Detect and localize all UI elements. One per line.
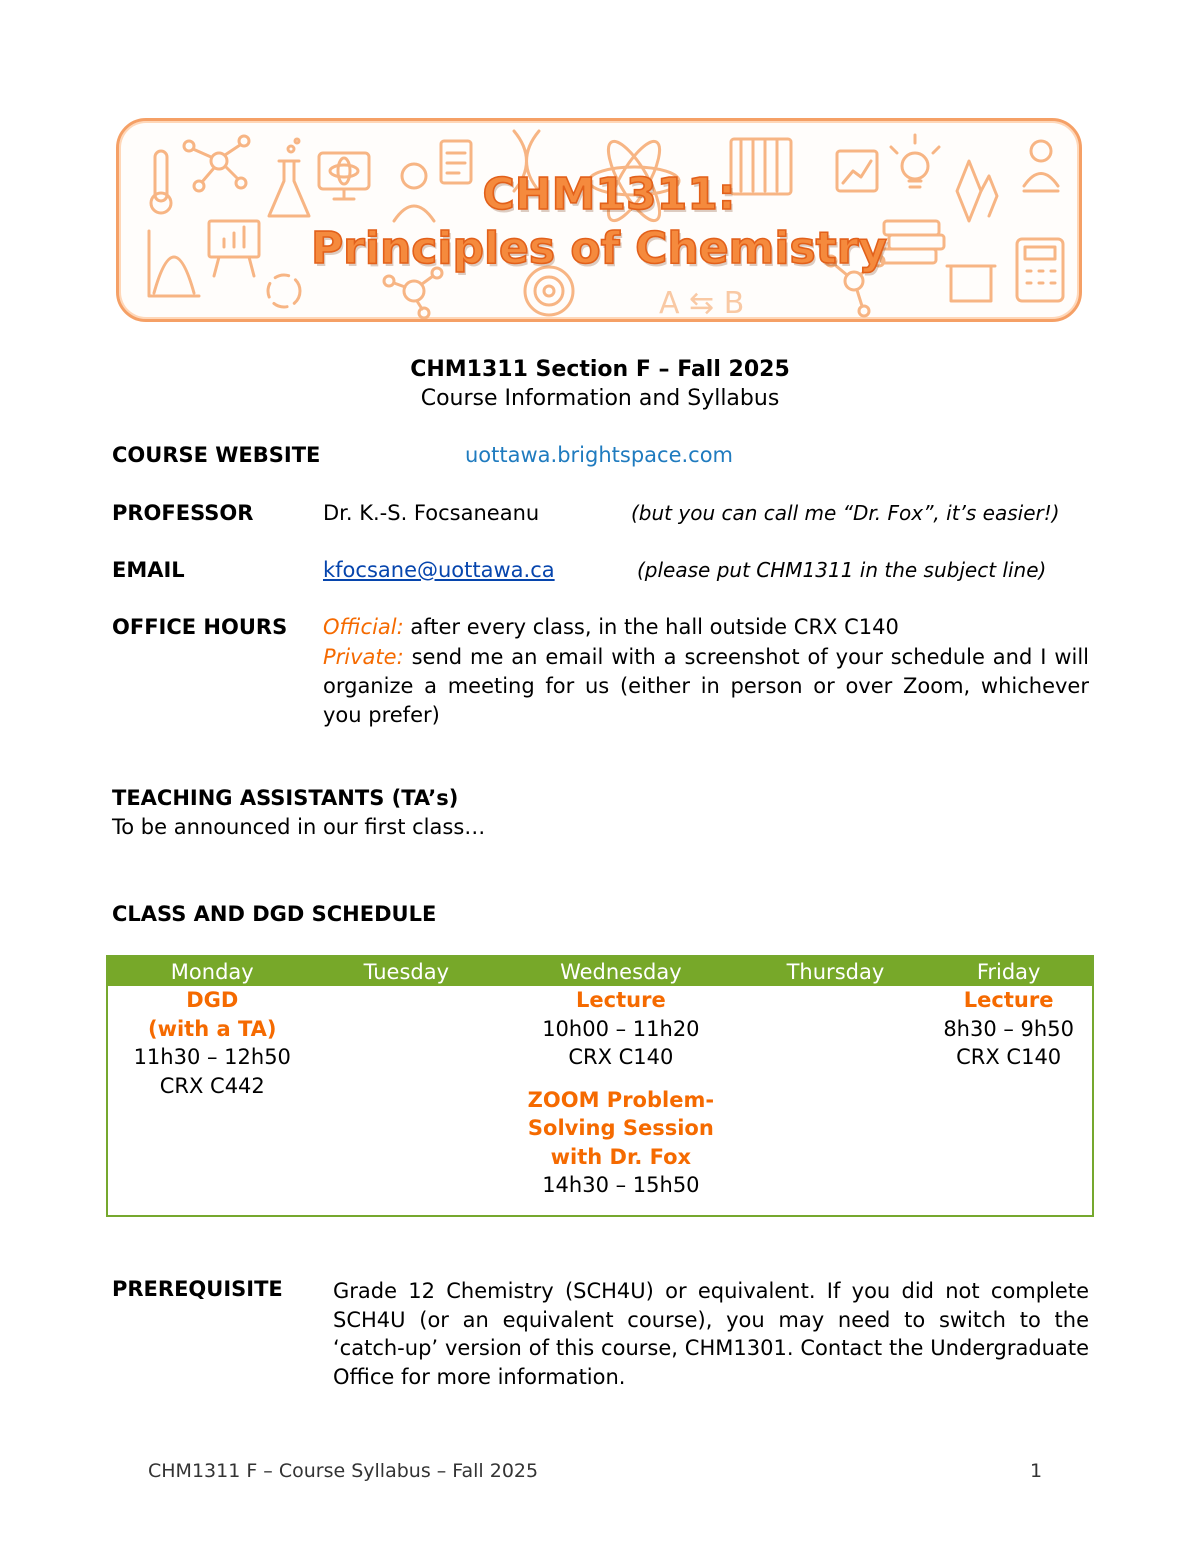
zoom-session-line3: with Dr. Fox xyxy=(550,1144,692,1169)
email-link[interactable]: kfocsane@uottawa.ca xyxy=(323,558,555,582)
banner-title-line2: Principles of Chemistry xyxy=(310,223,888,274)
equilibrium-text: A ⇆ B xyxy=(659,286,745,321)
course-banner xyxy=(116,118,1082,322)
wednesday-cell xyxy=(496,986,745,1216)
office-hours-label: OFFICE HOURS xyxy=(112,615,288,639)
page-title: CHM1311 Section F – Fall 2025 xyxy=(410,357,790,382)
monday-time: 11h30 – 12h50 xyxy=(133,1045,291,1069)
course-website-label: COURSE WEBSITE xyxy=(112,443,321,467)
wednesday-room: CRX C140 xyxy=(568,1045,674,1069)
footer-text: CHM1311 F – Course Syllabus – Fall 2025 xyxy=(148,1460,539,1482)
day-friday: Friday xyxy=(925,956,1093,986)
professor-label: PROFESSOR xyxy=(112,501,254,525)
friday-time: 8h30 – 9h50 xyxy=(943,1016,1074,1041)
professor-name: Dr. K.-S. Focsaneanu xyxy=(323,501,540,525)
zoom-session-time: 14h30 – 15h50 xyxy=(542,1173,700,1197)
prerequisite-text: Grade 12 Chemistry (SCH4U) or equivalent. If you did not complete SCH4U (or an equivalent course), you may need to switch to the ‘catch-up’ version of this course, CHM1301. Contact the Undergraduate Office for more information. xyxy=(333,1279,1089,1389)
schedule-body-row xyxy=(107,986,1093,1216)
target-icon xyxy=(525,267,573,315)
day-thursday: Thursday xyxy=(746,956,926,986)
thursday-cell xyxy=(746,986,926,1216)
cycle-arrows-icon xyxy=(268,275,300,307)
wednesday-time: 10h00 – 11h20 xyxy=(542,1016,700,1041)
course-website-link[interactable]: uottawa.brightspace.com xyxy=(465,443,734,467)
email-label: EMAIL xyxy=(112,558,185,582)
day-tuesday: Tuesday xyxy=(317,956,497,986)
tas-heading: TEACHING ASSISTANTS (TA’s) xyxy=(112,786,459,810)
email-note: (please put CHM1311 in the subject line) xyxy=(637,558,1047,582)
zoom-session-line2: Solving Session xyxy=(527,1116,714,1140)
page-subtitle: Course Information and Syllabus xyxy=(420,386,780,411)
private-label: Private: xyxy=(323,645,404,669)
tuesday-cell xyxy=(317,986,497,1216)
private-text: send me an email with a screenshot of your schedule and I will organize a meeting for us (either in person or over Zoom, whichever you prefer) xyxy=(323,645,1089,727)
day-monday: Monday xyxy=(107,956,317,986)
office-hours-official xyxy=(323,615,899,639)
wednesday-lecture-title: Lecture xyxy=(576,988,666,1012)
office-hours-private xyxy=(323,643,1089,730)
schedule-table xyxy=(106,955,1094,1217)
schedule-heading: CLASS AND DGD SCHEDULE xyxy=(112,902,437,926)
tas-text: To be announced in our first class… xyxy=(112,815,486,839)
monday-room: CRX C442 xyxy=(159,1073,265,1098)
zoom-session-line1: ZOOM Problem- xyxy=(527,1087,715,1112)
professor-note: (but you can call me “Dr. Fox”, it’s easier!) xyxy=(631,501,1060,525)
banner-title-line1: CHM1311: xyxy=(482,169,736,220)
friday-lecture-title: Lecture xyxy=(963,988,1054,1012)
day-wednesday: Wednesday xyxy=(496,956,745,986)
monday-cell xyxy=(107,986,317,1216)
friday-cell xyxy=(925,986,1093,1216)
official-label: Official: xyxy=(323,615,404,639)
monday-dgd-subtitle: (with a TA) xyxy=(147,1016,277,1041)
page-number: 1 xyxy=(1030,1460,1043,1482)
chemistry-icons-decoration xyxy=(119,121,1082,322)
molecule-bottom-icon xyxy=(384,268,442,318)
prerequisite-label: PREREQUISITE xyxy=(112,1277,283,1301)
official-text: after every class, in the hall outside CRX C140 xyxy=(403,615,899,639)
friday-room: CRX C140 xyxy=(956,1045,1062,1069)
monday-dgd-title: DGD xyxy=(186,988,239,1012)
schedule-header-row xyxy=(107,956,1093,986)
